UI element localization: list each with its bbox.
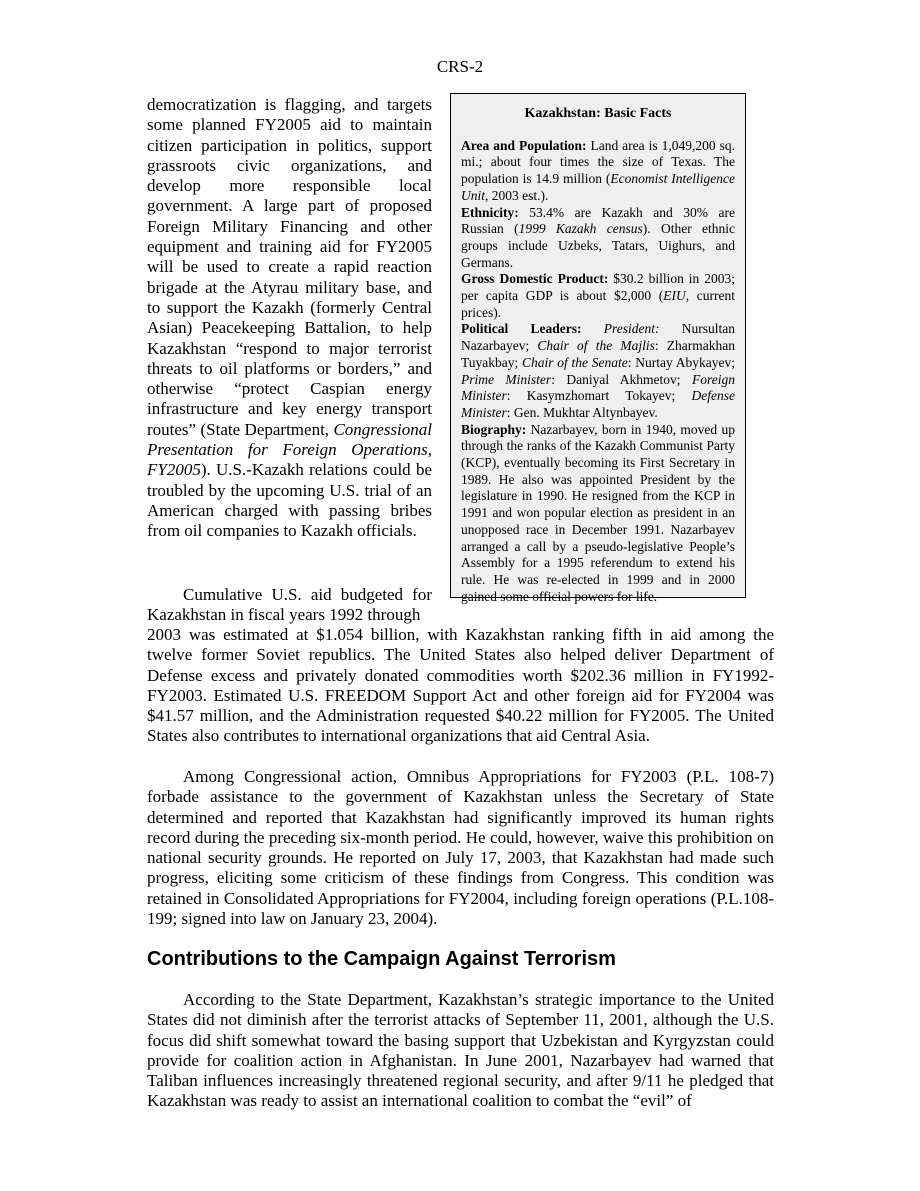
fact-text: , 2003 est.).	[485, 187, 549, 203]
fact-text: Land area is 1,049,200 sq. mi.; about four times the size of Texas. The population is 14.9 million (	[461, 137, 735, 187]
text-run: democratization is flagging, and targets some planned FY2005 aid to maintain citizen participation in politics, support grassroots civic organizations, and develop more responsible local government. A large part of proposed Foreign Military Financing and other equipment and training aid for FY2005 will be used to create a rapid reaction brigade at the Atyrau military base, and to support the Kazakh (formerly Central Asian) Peacekeeping Battalion, to help Kazakhstan “respond to major terrorist threats to oil platforms or borders,” and otherwise “protect Caspian energy infrastructure and key energy transport routes” (State Department,	[147, 95, 432, 439]
page-number: CRS-2	[436, 57, 484, 76]
fact-label: Political Leaders:	[461, 321, 582, 337]
fact-text: : Daniyal Akhmetov;	[551, 371, 692, 387]
fact-label: Area and Population:	[461, 137, 587, 153]
fact-text: Nursultan Nazarbayev;	[461, 321, 736, 354]
basic-facts-sidebar	[450, 93, 746, 604]
fact-text: 53.4% are Kazakh and 30% are Russian (	[461, 204, 735, 237]
fact-source: 1999 Kazakh census	[518, 221, 643, 237]
fact-label: Gross Domestic Product:	[461, 271, 609, 287]
leader-title: Chair of the Senate	[522, 354, 628, 370]
leader-title: Prime Minister	[461, 371, 552, 387]
fact-text: , current prices).	[461, 288, 735, 320]
body-paragraph-congressional-action	[147, 767, 774, 929]
body-paragraph-cumulative-aid	[147, 625, 774, 747]
text-run: ). U.S.-Kazakh relations could be troubled by the upcoming U.S. trial of an American charged with passing bribes from oil companies to Kazakh officials.	[147, 460, 432, 541]
leader-title: Defense Minister	[461, 388, 735, 420]
leader-title: Foreign Minister	[461, 371, 735, 404]
fact-area-population	[461, 138, 735, 205]
citation-title: Congressional Presentation for Foreign Operations, FY2005	[147, 419, 432, 480]
fact-gdp	[461, 271, 735, 321]
paragraph-text: 2003 was estimated at $1.054 billion, with Kazakhstan ranking fifth in aid among the twelve former Soviet republics. The United States also helped deliver Department of Defense excess and privately donated commodities worth $202.36 million in FY1992-FY2003. Estimated U.S. FREEDOM Support Act and other foreign aid for FY2004 was $41.57 million, and the Administration requested $40.22 million for FY2005. The United States also contributes to international organizations that aid Central Asia.	[147, 625, 774, 746]
fact-text: : Zharmakhan Tuyakbay;	[461, 338, 735, 370]
fact-text: ). Other ethnic groups include Uzbeks, Tatars, Uighurs, and Germans.	[461, 221, 736, 270]
paragraph-text: According to the State Department, Kazakhstan’s strategic importance to the United States did not diminish after the terrorist attacks of September 11, 2001, although the U.S. focus did shift somewhat toward the basing support that Uzbekistan and Kyrgyzstan could provide for coalition action in Afghanistan. In June 2001, Nazarbayev had warned that Taliban influences increasingly threatened regional security, and after 9/11 he pledged that Kazakhstan was ready to assist an international coalition to combat the “evil” of	[147, 990, 774, 1111]
fact-text: Nazarbayev, born in 1940, moved up through the ranks of the Kazakh Communist Party (KCP), eventually becoming its First Secretary in 1989. He also was appointed President by the legislature in 1990. He resigned from the KCP in 1991 and won popular election as president in an unopposed race in December 1991. Nazarbayev arranged a call by a pseudo-legislative People’s Assembly for a 1995 referendum to extend his rule. He was re-elected in 1999 and in 2000 gained some official powers for life.	[461, 421, 735, 604]
leader-title: Chair of the Majlis	[537, 338, 655, 354]
fact-text: : Nurtay Abykayev;	[627, 354, 735, 370]
fact-label: Biography:	[461, 421, 527, 437]
body-paragraph-aid-targets	[147, 95, 432, 542]
section-heading: Contributions to the Campaign Against Terrorism	[147, 948, 616, 970]
fact-source: Economist Intelligence Unit	[461, 171, 735, 203]
fact-text: $30.2 billion in 2003; per capita GDP is about $2,000 (	[461, 271, 735, 304]
fact-ethnicity	[461, 205, 735, 272]
body-paragraph-cumulative-aid-start: Cumulative U.S. aid budgeted for Kazakhstan in fiscal years 1992 through	[147, 585, 432, 625]
fact-political-leaders	[461, 321, 735, 421]
body-paragraph-terrorism	[147, 990, 774, 1112]
fact-label: Ethnicity:	[461, 204, 519, 220]
paragraph-text: Among Congressional action, Omnibus Appropriations for FY2003 (P.L. 108-7) forbade assistance to the government of Kazakhstan unless the Secretary of State determined and reported that Kazakhstan had significantly improved its human rights record during the preceding six-month period. He could, however, waive this prohibition on national security grounds. He reported on July 17, 2003, that Kazakhstan had made such progress, eliciting some criticism of these findings from Congress. This condition was retained in Consolidated Appropriations for FY2004, including foreign operations (P.L.108-199; signed into law on January 23, 2004).	[147, 767, 774, 929]
fact-text: : Kasymzhomart Tokayev;	[506, 388, 692, 404]
leader-title: President:	[581, 321, 660, 337]
fact-source: EIU	[663, 288, 686, 304]
fact-text: : Gen. Mukhtar Altynbayev.	[506, 404, 658, 420]
fact-biography	[461, 422, 735, 606]
sidebar-title: Kazakhstan: Basic Facts	[524, 106, 672, 121]
